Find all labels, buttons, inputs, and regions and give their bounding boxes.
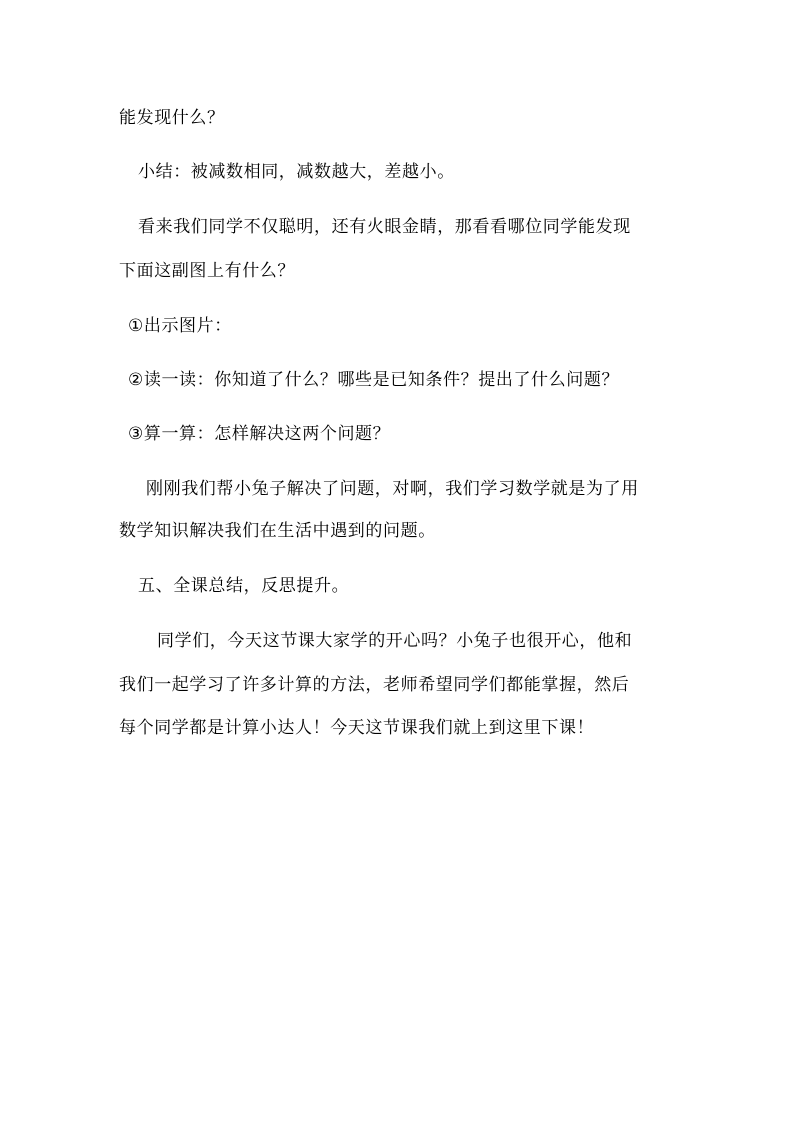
text-line-9: 数学知识解决我们在生活中遇到的问题。 xyxy=(119,521,436,541)
text-line-8: 刚刚我们帮小兔子解决了问题，对啊，我们学习数学就是为了用 xyxy=(146,479,639,499)
step-2-line: ②读一读：你知道了什么？哪些是已知条件？提出了什么问题？ xyxy=(128,370,620,390)
step-3-line: ③算一算：怎样解决这两个问题？ xyxy=(128,424,391,444)
step-1-line: ①出示图片： xyxy=(128,316,232,336)
text-line-12: 我们一起学习了许多计算的方法，老师希望同学们都能掌握，然后 xyxy=(119,675,630,695)
section-heading-5: 五、全课总结，反思提升。 xyxy=(138,576,350,596)
text-line-3: 看来我们同学不仅聪明，还有火眼金睛，那看看哪位同学能发现 xyxy=(138,217,631,237)
summary-line: 小结：被减数相同，减数越大，差越小。 xyxy=(138,162,455,182)
text-line-4: 下面这副图上有什么？ xyxy=(119,261,295,281)
text-line-1: 能发现什么？ xyxy=(119,108,225,128)
text-line-11: 同学们，今天这节课大家学的开心吗？小兔子也很开心，他和 xyxy=(157,631,633,651)
text-line-13: 每个同学都是计算小达人！今天这节课我们就上到这里下课！ xyxy=(119,718,595,738)
